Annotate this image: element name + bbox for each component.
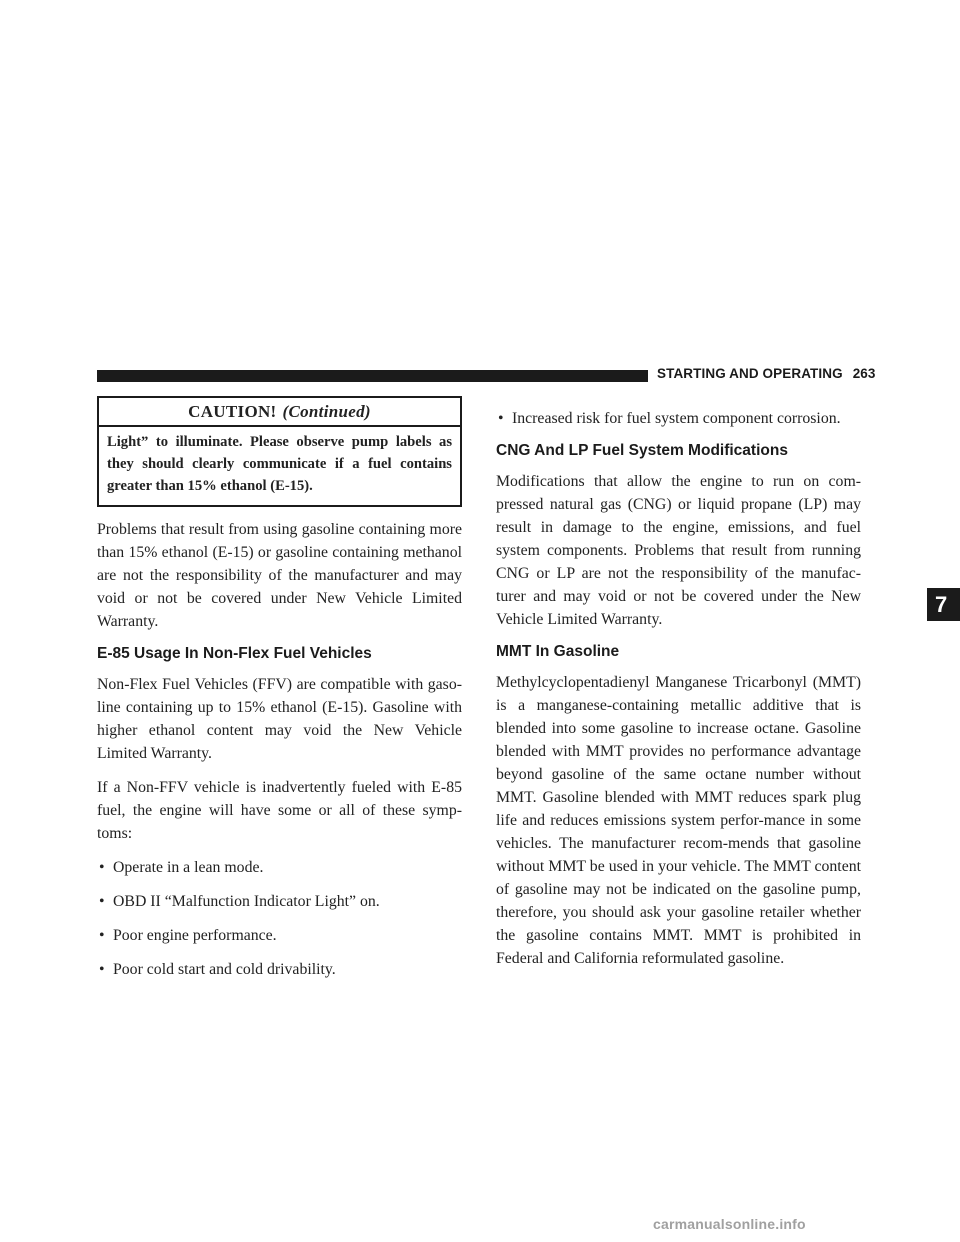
header-rule — [97, 370, 648, 382]
list-item: • Poor engine performance. — [97, 924, 462, 947]
running-header — [657, 366, 877, 381]
paragraph-cng-lp: Modifications that allow the engine to run on com-pressed natural gas (CNG) or liquid propane (LP) may result in damage to the engine, emissions, and fuel system components. Problems that result from running CNG or LP are not the responsibility of the manufac-turer and may void or not be covered under the New Vehicle Limited Warranty. — [496, 473, 861, 628]
section-title: STARTING AND OPERATING — [657, 366, 843, 381]
bullet-icon: • — [498, 410, 504, 427]
site-watermark: carmanualsonline.info — [653, 1216, 806, 1232]
paragraph-non-ffv-symptoms: If a Non-FFV vehicle is inadvertently fueled with E-85 fuel, the engine will have some or all of these symp-toms: — [97, 779, 462, 842]
bullet-icon: • — [99, 859, 105, 876]
list-item: • Increased risk for fuel system component corrosion. — [496, 407, 861, 430]
bullet-icon: • — [99, 893, 105, 910]
heading-cng-lp: CNG And LP Fuel System Modifications — [496, 442, 788, 459]
page-number: 263 — [852, 366, 876, 381]
bullet-icon: • — [99, 927, 105, 944]
caution-box — [97, 396, 462, 507]
symptom-list — [97, 856, 462, 981]
caution-label: CAUTION! — [188, 402, 277, 421]
paragraph-ffv-compat: Non-Flex Fuel Vehicles (FFV) are compatible with gaso-line containing up to 15% ethanol (E-15). Gasoline with higher ethanol content may void the New Vehicle Limited Warranty. — [97, 676, 462, 762]
list-item: • Poor cold start and cold drivability. — [97, 958, 462, 981]
heading-mmt: MMT In Gasoline — [496, 643, 620, 660]
left-column — [97, 396, 462, 981]
caution-title — [99, 398, 460, 427]
paragraph-ethanol-problems: Problems that result from using gasoline containing more than 15% ethanol (E-15) or gasoline containing methanol are not the responsibility of the manufacturer and may void or not be covered under New Vehicle Limited Warranty. — [97, 521, 462, 630]
caution-body: Light” to illuminate. Please observe pump labels as they should clearly communicate if a fuel contains greater than 15% ethanol (E-15). — [107, 434, 452, 494]
corrosion-list — [496, 407, 861, 430]
chapter-tab: 7 — [927, 588, 960, 621]
paragraph-mmt: Methylcyclopentadienyl Manganese Tricarbonyl (MMT) is a manganese-containing metallic additive that is blended into some gasoline to increase octane. Gasoline blended with MMT provides no performance advantage beyond gasoline of the same octane number without MMT. Gasoline blended with MMT reduces spark plug life and reduces emissions system perfor-mance in some vehicles. The manufacturer recom-mends that gasoline without MMT be used in your vehicle. The MMT content of gasoline may not be indicated on the gasoline pump, therefore, you should ask your gasoline retailer whether the gasoline contains MMT. MMT is prohibited in Federal and California reformulated gasoline. — [496, 674, 861, 967]
caution-continued: (Continued) — [282, 402, 371, 421]
list-item: • OBD II “Malfunction Indicator Light” on. — [97, 890, 462, 913]
bullet-icon: • — [99, 961, 105, 978]
heading-e85-usage: E-85 Usage In Non-Flex Fuel Vehicles — [97, 645, 372, 662]
right-column — [496, 396, 861, 970]
list-item: • Operate in a lean mode. — [97, 856, 462, 879]
